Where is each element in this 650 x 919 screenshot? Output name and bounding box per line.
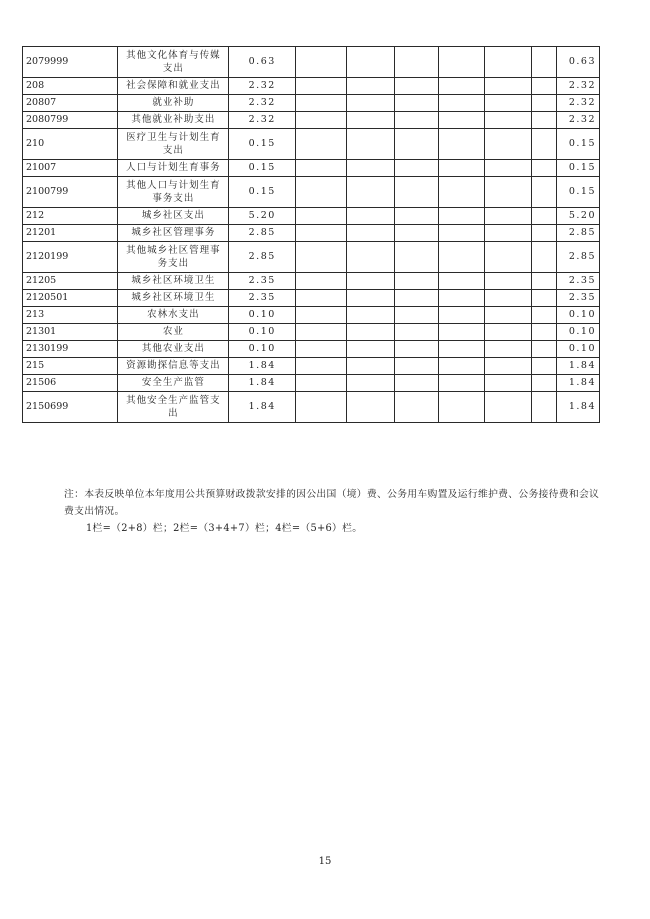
- table-row: [23, 177, 600, 208]
- last-column-amount: 2.35: [557, 273, 600, 290]
- empty-cell: [439, 225, 485, 242]
- last-column-amount: 0.10: [557, 307, 600, 324]
- subject-code: 215: [23, 358, 118, 375]
- empty-cell: [531, 290, 556, 307]
- empty-cell: [347, 341, 395, 358]
- empty-cell: [296, 341, 347, 358]
- empty-cell: [485, 358, 532, 375]
- empty-cell: [485, 95, 532, 112]
- subject-name: 资源勘探信息等支出: [118, 358, 229, 375]
- empty-cell: [531, 112, 556, 129]
- subject-code: 2120199: [23, 242, 118, 273]
- last-column-amount: 0.10: [557, 341, 600, 358]
- empty-cell: [347, 290, 395, 307]
- subject-name: 城乡社区管理事务: [118, 225, 229, 242]
- empty-cell: [439, 290, 485, 307]
- subject-code: 2130199: [23, 341, 118, 358]
- empty-cell: [347, 208, 395, 225]
- empty-cell: [531, 47, 556, 78]
- last-column-amount: 0.15: [557, 129, 600, 160]
- empty-cell: [296, 392, 347, 423]
- empty-cell: [485, 341, 532, 358]
- empty-cell: [347, 324, 395, 341]
- total-amount: 2.85: [229, 225, 296, 242]
- empty-cell: [394, 290, 439, 307]
- empty-cell: [485, 129, 532, 160]
- subject-name: 医疗卫生与计划生育支出: [118, 129, 229, 160]
- subject-name: 其他城乡社区管理事务支出: [118, 242, 229, 273]
- subject-code: 2120501: [23, 290, 118, 307]
- empty-cell: [439, 392, 485, 423]
- empty-cell: [531, 273, 556, 290]
- empty-cell: [394, 160, 439, 177]
- empty-cell: [296, 177, 347, 208]
- empty-cell: [394, 392, 439, 423]
- table-body: [23, 47, 600, 423]
- empty-cell: [485, 273, 532, 290]
- empty-cell: [347, 78, 395, 95]
- empty-cell: [485, 242, 532, 273]
- empty-cell: [347, 375, 395, 392]
- page-number: 15: [318, 856, 332, 867]
- empty-cell: [347, 242, 395, 273]
- subject-name: 人口与计划生育事务: [118, 160, 229, 177]
- subject-name: 农业: [118, 324, 229, 341]
- empty-cell: [296, 129, 347, 160]
- total-amount: 1.84: [229, 358, 296, 375]
- empty-cell: [439, 208, 485, 225]
- last-column-amount: 0.15: [557, 177, 600, 208]
- subject-code: 213: [23, 307, 118, 324]
- empty-cell: [439, 273, 485, 290]
- last-column-amount: 2.32: [557, 95, 600, 112]
- empty-cell: [485, 307, 532, 324]
- empty-cell: [296, 160, 347, 177]
- table-row: [23, 392, 600, 423]
- last-column-amount: 2.85: [557, 242, 600, 273]
- empty-cell: [296, 273, 347, 290]
- empty-cell: [531, 95, 556, 112]
- total-amount: 2.32: [229, 95, 296, 112]
- empty-cell: [296, 225, 347, 242]
- last-column-amount: 0.15: [557, 160, 600, 177]
- table-row: [23, 78, 600, 95]
- empty-cell: [531, 225, 556, 242]
- empty-cell: [347, 129, 395, 160]
- empty-cell: [296, 307, 347, 324]
- table-row: [23, 160, 600, 177]
- empty-cell: [347, 47, 395, 78]
- total-amount: 2.35: [229, 273, 296, 290]
- empty-cell: [296, 208, 347, 225]
- empty-cell: [439, 324, 485, 341]
- empty-cell: [531, 307, 556, 324]
- empty-cell: [485, 392, 532, 423]
- subject-name: 其他农业支出: [118, 341, 229, 358]
- subject-code: 2100799: [23, 177, 118, 208]
- empty-cell: [347, 273, 395, 290]
- total-amount: 2.35: [229, 290, 296, 307]
- empty-cell: [531, 341, 556, 358]
- subject-name: 社会保障和就业支出: [118, 78, 229, 95]
- empty-cell: [439, 78, 485, 95]
- last-column-amount: 0.63: [557, 47, 600, 78]
- empty-cell: [394, 375, 439, 392]
- footnote: [64, 486, 604, 537]
- empty-cell: [439, 307, 485, 324]
- empty-cell: [394, 129, 439, 160]
- empty-cell: [296, 290, 347, 307]
- total-amount: 0.15: [229, 129, 296, 160]
- empty-cell: [485, 112, 532, 129]
- last-column-amount: 0.10: [557, 324, 600, 341]
- empty-cell: [394, 95, 439, 112]
- empty-cell: [347, 392, 395, 423]
- footnote-text: 注：本表反映单位本年度用公共预算财政拨款安排的因公出国（境）费、公务用车购置及运行维护费、公务接待费和会议费支出情况。: [64, 489, 600, 517]
- total-amount: 0.63: [229, 47, 296, 78]
- empty-cell: [296, 358, 347, 375]
- empty-cell: [439, 358, 485, 375]
- table-row: [23, 341, 600, 358]
- subject-name: 其他就业补助支出: [118, 112, 229, 129]
- subject-code: 210: [23, 129, 118, 160]
- subject-name: 城乡社区环境卫生: [118, 290, 229, 307]
- empty-cell: [296, 47, 347, 78]
- total-amount: 2.32: [229, 78, 296, 95]
- last-column-amount: 1.84: [557, 358, 600, 375]
- empty-cell: [394, 47, 439, 78]
- subject-name: 其他安全生产监管支出: [118, 392, 229, 423]
- empty-cell: [347, 95, 395, 112]
- empty-cell: [439, 47, 485, 78]
- last-column-amount: 2.32: [557, 112, 600, 129]
- table-row: [23, 273, 600, 290]
- empty-cell: [394, 307, 439, 324]
- footnote-formula: 1栏=（2+8）栏；2栏=（3+4+7）栏；4栏=（5+6）栏。: [86, 523, 363, 534]
- total-amount: 0.10: [229, 341, 296, 358]
- subject-name: 城乡社区环境卫生: [118, 273, 229, 290]
- empty-cell: [394, 225, 439, 242]
- empty-cell: [296, 112, 347, 129]
- empty-cell: [485, 160, 532, 177]
- total-amount: 2.32: [229, 112, 296, 129]
- total-amount: 5.20: [229, 208, 296, 225]
- subject-name: 安全生产监管: [118, 375, 229, 392]
- empty-cell: [485, 225, 532, 242]
- empty-cell: [394, 112, 439, 129]
- total-amount: 0.10: [229, 307, 296, 324]
- last-column-amount: 2.35: [557, 290, 600, 307]
- subject-name: 就业补助: [118, 95, 229, 112]
- empty-cell: [531, 129, 556, 160]
- subject-name: 其他文化体育与传媒支出: [118, 47, 229, 78]
- empty-cell: [439, 375, 485, 392]
- subject-name: 农林水支出: [118, 307, 229, 324]
- empty-cell: [439, 112, 485, 129]
- empty-cell: [485, 375, 532, 392]
- empty-cell: [531, 358, 556, 375]
- subject-code: 2080799: [23, 112, 118, 129]
- empty-cell: [485, 290, 532, 307]
- empty-cell: [394, 78, 439, 95]
- total-amount: 1.84: [229, 392, 296, 423]
- table-row: [23, 225, 600, 242]
- expenditure-table: [22, 46, 600, 423]
- subject-code: 20807: [23, 95, 118, 112]
- subject-code: 21007: [23, 160, 118, 177]
- empty-cell: [485, 177, 532, 208]
- table-row: [23, 358, 600, 375]
- empty-cell: [531, 208, 556, 225]
- subject-code: 212: [23, 208, 118, 225]
- total-amount: 0.10: [229, 324, 296, 341]
- table-row: [23, 307, 600, 324]
- empty-cell: [439, 177, 485, 208]
- empty-cell: [485, 47, 532, 78]
- last-column-amount: 2.85: [557, 225, 600, 242]
- total-amount: 1.84: [229, 375, 296, 392]
- empty-cell: [347, 160, 395, 177]
- total-amount: 0.15: [229, 160, 296, 177]
- last-column-amount: 5.20: [557, 208, 600, 225]
- table-row: [23, 324, 600, 341]
- empty-cell: [394, 242, 439, 273]
- empty-cell: [439, 242, 485, 273]
- subject-code: 21301: [23, 324, 118, 341]
- subject-code: 21506: [23, 375, 118, 392]
- subject-name: 城乡社区支出: [118, 208, 229, 225]
- last-column-amount: 1.84: [557, 392, 600, 423]
- table-row: [23, 242, 600, 273]
- subject-name: 其他人口与计划生育事务支出: [118, 177, 229, 208]
- empty-cell: [394, 273, 439, 290]
- empty-cell: [531, 392, 556, 423]
- empty-cell: [347, 358, 395, 375]
- empty-cell: [531, 324, 556, 341]
- empty-cell: [347, 177, 395, 208]
- table-row: [23, 129, 600, 160]
- empty-cell: [394, 177, 439, 208]
- empty-cell: [439, 160, 485, 177]
- empty-cell: [439, 341, 485, 358]
- empty-cell: [347, 225, 395, 242]
- subject-code: 21205: [23, 273, 118, 290]
- empty-cell: [531, 177, 556, 208]
- total-amount: 0.15: [229, 177, 296, 208]
- total-amount: 2.85: [229, 242, 296, 273]
- table-row: [23, 375, 600, 392]
- empty-cell: [485, 78, 532, 95]
- empty-cell: [296, 78, 347, 95]
- subject-code: 2079999: [23, 47, 118, 78]
- subject-code: 21201: [23, 225, 118, 242]
- empty-cell: [531, 160, 556, 177]
- empty-cell: [439, 129, 485, 160]
- empty-cell: [296, 375, 347, 392]
- last-column-amount: 1.84: [557, 375, 600, 392]
- empty-cell: [531, 375, 556, 392]
- subject-code: 208: [23, 78, 118, 95]
- empty-cell: [485, 208, 532, 225]
- empty-cell: [394, 358, 439, 375]
- subject-code: 2150699: [23, 392, 118, 423]
- empty-cell: [296, 324, 347, 341]
- empty-cell: [485, 324, 532, 341]
- empty-cell: [531, 78, 556, 95]
- table-row: [23, 95, 600, 112]
- empty-cell: [347, 112, 395, 129]
- table-row: [23, 47, 600, 78]
- empty-cell: [296, 242, 347, 273]
- empty-cell: [531, 242, 556, 273]
- table-row: [23, 208, 600, 225]
- last-column-amount: 2.32: [557, 78, 600, 95]
- table-row: [23, 290, 600, 307]
- empty-cell: [296, 95, 347, 112]
- empty-cell: [394, 341, 439, 358]
- table-row: [23, 112, 600, 129]
- empty-cell: [347, 307, 395, 324]
- empty-cell: [394, 324, 439, 341]
- empty-cell: [394, 208, 439, 225]
- empty-cell: [439, 95, 485, 112]
